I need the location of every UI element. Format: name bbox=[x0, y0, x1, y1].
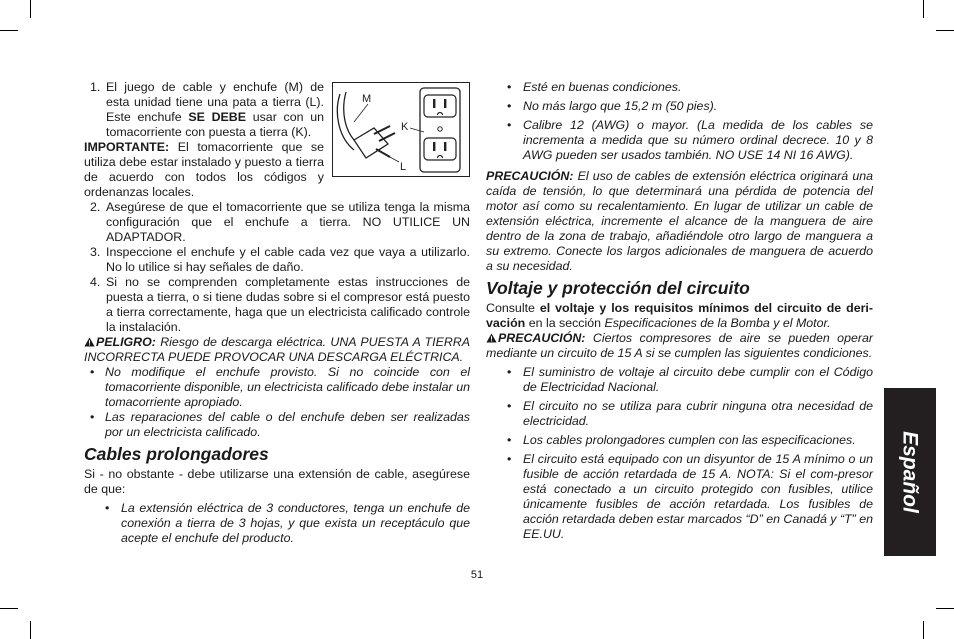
peligro-warning: PELIGRO: Riesgo de descarga eléctrica. UNA PUESTA A TIERRA INCORRECTA PUEDE PROVOCAR UNA DESCARGA ELÉCTRICA. bbox=[84, 335, 470, 364]
figure-label-l: L bbox=[400, 161, 407, 173]
warning-icon bbox=[486, 333, 497, 343]
crop-mark bbox=[0, 608, 18, 609]
crop-mark bbox=[30, 621, 31, 639]
crop-mark bbox=[936, 608, 954, 609]
importante-note: IMPORTANTE: El tomacorriente que se utiliza debe estar instalado y puesto a tierra de acuerdo con todos los códigos y ordenanzas locales. bbox=[84, 140, 324, 199]
cables-bullet-1: • La extensión eléctrica de 3 conductores, tenga un enchufe de conexión a tierra de 3 hojas, y que exista un receptáculo que acepte el enchufe del producto. bbox=[105, 501, 470, 545]
consulte-paragraph: Consulte el voltaje y los requisitos mínimos del circuito de deri-vación en la sección Especificaciones de la Bomba y el Motor. bbox=[486, 301, 873, 330]
figure-label-k: K bbox=[401, 121, 409, 133]
page-number: 51 bbox=[470, 569, 484, 581]
left-column bbox=[84, 80, 470, 546]
peligro-bullet-2: • Las reparaciones del cable o del enchufe deben ser realizadas por un electricista calificado. bbox=[90, 410, 470, 439]
circuit-bullet-2: • El circuito no se utiliza para cubrir ninguna otra necesidad de electricidad. bbox=[507, 399, 873, 428]
warning-icon bbox=[84, 337, 95, 347]
precaucion-circuit-warning: PRECAUCIÓN: Ciertos compresores de aire se pueden operar mediante un circuito de 15 A si se cumplen las siguientes condiciones. bbox=[486, 331, 873, 360]
cables-heading: Cables prolongadores bbox=[84, 444, 269, 464]
language-tab bbox=[884, 388, 936, 556]
crop-mark bbox=[923, 0, 924, 18]
grounding-step-3: 3. Inspeccione el enchufe y el cable cada vez que vaya a utilizarlo. No lo utilice si hay señales de daño. bbox=[90, 245, 470, 274]
figure-label-m: M bbox=[362, 93, 372, 105]
grounding-step-1: 1. El juego de cable y enchufe (M) de esta unidad tiene una pata a tierra (L). Este enchufe SE DEBE usar con un tomacorriente con puesta a tierra (K). bbox=[90, 80, 324, 139]
extension-bullet-1: • Esté en buenas condiciones. bbox=[507, 80, 682, 94]
language-tab-label: Español bbox=[898, 431, 922, 513]
crop-mark bbox=[30, 0, 31, 18]
grounding-step-4: 4. Si no se comprenden completamente estas instrucciones de puesta a tierra, o si tiene dudas sobre si el compresor está puesto a tierra correctamente, haga que un electricista calificado controle la instalación. bbox=[90, 275, 470, 334]
grounding-step-2: 2. Asegúrese de que el tomacorriente que se utiliza tenga la misma configuración que el enchufe a tierra. NO UTILICE UN ADAPTADOR. bbox=[90, 200, 470, 244]
crop-mark bbox=[936, 30, 954, 31]
circuit-bullet-3: • Los cables prolongadores cumplen con las especificaciones. bbox=[507, 433, 856, 447]
circuit-bullet-4: • El circuito está equipado con un disyuntor de 15 A mínimo o un fusible de acción retardada de 15 A. NOTA: Si el com-presor está conectado a un circuito protegido con fusibles, utilice únicamente fusibles de acción retardada. Los fusibles de acción retardada deben estar marcados “D” en Canadá y “T” en EE.UU. bbox=[507, 452, 873, 541]
right-column bbox=[486, 80, 873, 542]
circuit-bullet-1: • El suministro de voltaje al circuito debe cumplir con el Código de Electricidad Nacional. bbox=[507, 365, 873, 394]
cables-intro: Si - no obstante - debe utilizarse una extensión de cable, asegúrese de que: bbox=[84, 467, 470, 496]
peligro-bullet-1: • No modifique el enchufe provisto. Si no coincide con el tomacorriente disponible, un electricista calificado debe instalar un tomacorriente apropiado. bbox=[90, 365, 470, 409]
voltaje-heading: Voltaje y protección del circuito bbox=[486, 278, 750, 298]
precaucion-note: PRECAUCIÓN: El uso de cables de extensión eléctrica originará una caída de tensión, lo que determinará una pérdida de potencia del motor así como su recalentamiento. En lugar de utilizar un cable de extensión eléctrica, incremente el alcance de la manguera de aire dentro de la zona de trabajo, añadiéndole otro largo de manguera a su extremo. Conecte los largos adicionales de manguera de acuerdo a su necesidad. bbox=[486, 169, 873, 273]
extension-bullet-3: • Calibre 12 (AWG) o mayor. (La medida de los cables se incrementa a medida que su número ordinal decrece. 10 y 8 AWG pueden ser usados también. NO USE 14 NI 16 AWG). bbox=[507, 118, 873, 162]
crop-mark bbox=[923, 621, 924, 639]
extension-bullet-2: • No más largo que 15,2 m (50 pies). bbox=[507, 99, 718, 113]
crop-mark bbox=[0, 30, 18, 31]
